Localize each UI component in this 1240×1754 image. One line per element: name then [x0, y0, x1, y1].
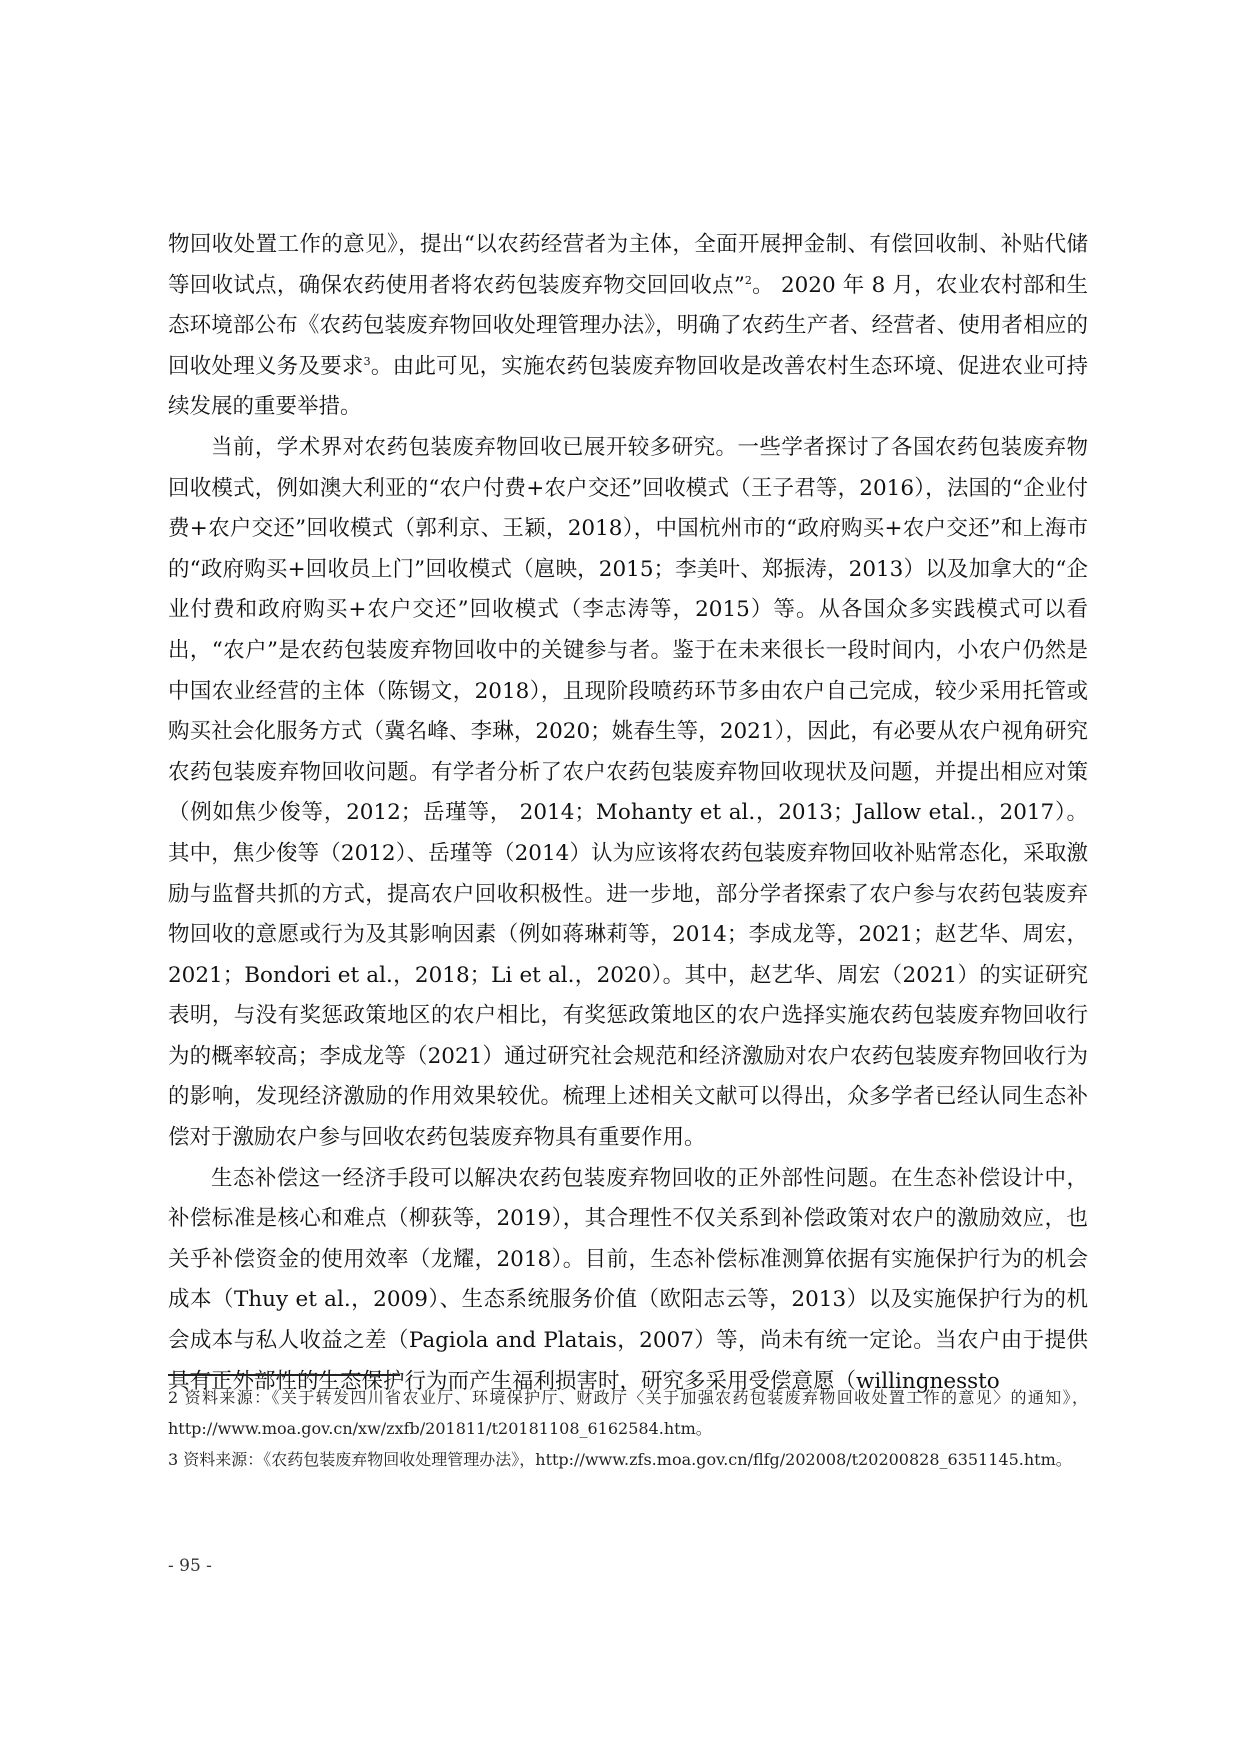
- paragraph-literature-review: 当前，学术界对农药包装废弃物回收已展开较多研究。一些学者探讨了各国农药包装废弃物回收模式，例如澳大利亚的“农户付费+农户交还”回收模式（王子君等，2016），法国的“企业付费+农户交还”回收模式（郭利京、王颖，2018），中国杭州市的“政府购买+农户交还”和上海市的“政府购买+回收员上门”回收模式（扈映，2015；李美叶、郑振涛，2013）以及加拿大的“企业付费和政府购买+农户交还”回收模式（李志涛等，2015）等。从各国众多实践模式可以看出，“农户”是农药包装废弃物回收中的关键参与者。鉴于在未来很长一段时间内，小农户仍然是中国农业经营的主体（陈锡文，2018），且现阶段喷药环节多由农户自己完成，较少采用托管或购买社会化服务方式（冀名峰、李琳，2020；姚春生等，2021），因此，有必要从农户视角研究农药包装废弃物回收问题。有学者分析了农户农药包装废弃物回收现状及问题，并提出相应对策（例如焦少俊等，2012；岳瑾等， 2014；Mohanty et al.，2013；Jallow etal.，2017）。其中，焦少俊等（2012）、岳瑾等（2014）认为应该将农药包装废弃物回收补贴常态化，采取激励与监督共抓的方式，提高农户回收积极性。进一步地，部分学者探索了农户参与农药包装废弃物回收的意愿或行为及其影响因素（例如蒋琳莉等，2014；李成龙等，2021；赵艺华、周宏，2021；Bondori et al.，2018；Li et al.，2020）。其中，赵艺华、周宏（2021）的实证研究表明，与没有奖惩政策地区的农户相比，有奖惩政策地区的农户选择实施农药包装废弃物回收行为的概率较高；李成龙等（2021）通过研究社会规范和经济激励对农户农药包装废弃物回收行为的影响，发现经济激励的作用效果较优。梳理上述相关文献可以得出，众多学者已经认同生态补偿对于激励农户参与回收农药包装废弃物具有重要作用。: [168, 434, 1088, 1151]
- footnote-marker: 3: [363, 354, 371, 368]
- paragraph-eco-compensation: 生态补偿这一经济手段可以解决农药包装废弃物回收的正外部性问题。在生态补偿设计中，补偿标准是核心和难点（柳荻等，2019），其合理性不仅关系到补偿政策对农户的激励效应，也关乎补偿资金的使用效率（龙耀，2018）。目前，生态补偿标准测算依据有实施保护行为的机会成本（Thuy et al.，2009）、生态系统服务价值（欧阳志云等，2013）以及实施保护行为的机会成本与私人收益之差（Pagiola and Platais，2007）等，尚未有统一定论。当农户由于提供具有正外部性的生态保护行为而产生福利损害时，研究多采用受偿意愿（willingnessto: [168, 1165, 1088, 1394]
- footnote-separator: [168, 1374, 400, 1376]
- page-number: - 95 -: [168, 1556, 212, 1576]
- footnote-2: 2 资料来源：《关于转发四川省农业厅、环境保护厅、财政厅〈关于加强农药包装废弃物回收处置工作的意见〉的通知》， http://www.moa.gov.cn/xw/zxfb/201811/t20181108_6162584.htm。: [168, 1388, 1088, 1438]
- paragraph-text: 。由此可见，实施农药包装废弃物回收是改善农村生态环境、促进农业可持续发展的重要举措。: [168, 353, 1088, 420]
- footnotes: [168, 1382, 1088, 1475]
- footnote-marker: 2: [744, 273, 752, 287]
- body-text: [168, 225, 1088, 1402]
- paragraph-text: 。 2020 年 8 月，农业农村部和生态环境部公布《农药包装废弃物回收处理管理办法》，明确了农药生产者、经营者、使用者相应的回收处理义务及要求: [168, 272, 1088, 379]
- footnote-3: 3 资料来源：《农药包装废弃物回收处理管理办法》，http://www.zfs.moa.gov.cn/flfg/202008/t20200828_6351145.htm。: [168, 1450, 1072, 1469]
- paragraph-text: 物回收处置工作的意见》，提出“以农药经营者为主体，全面开展押金制、有偿回收制、补贴代储等回收试点，确保农药使用者将农药包装废弃物交回回收点”: [168, 232, 1088, 298]
- paragraph-continuation: [168, 225, 1088, 428]
